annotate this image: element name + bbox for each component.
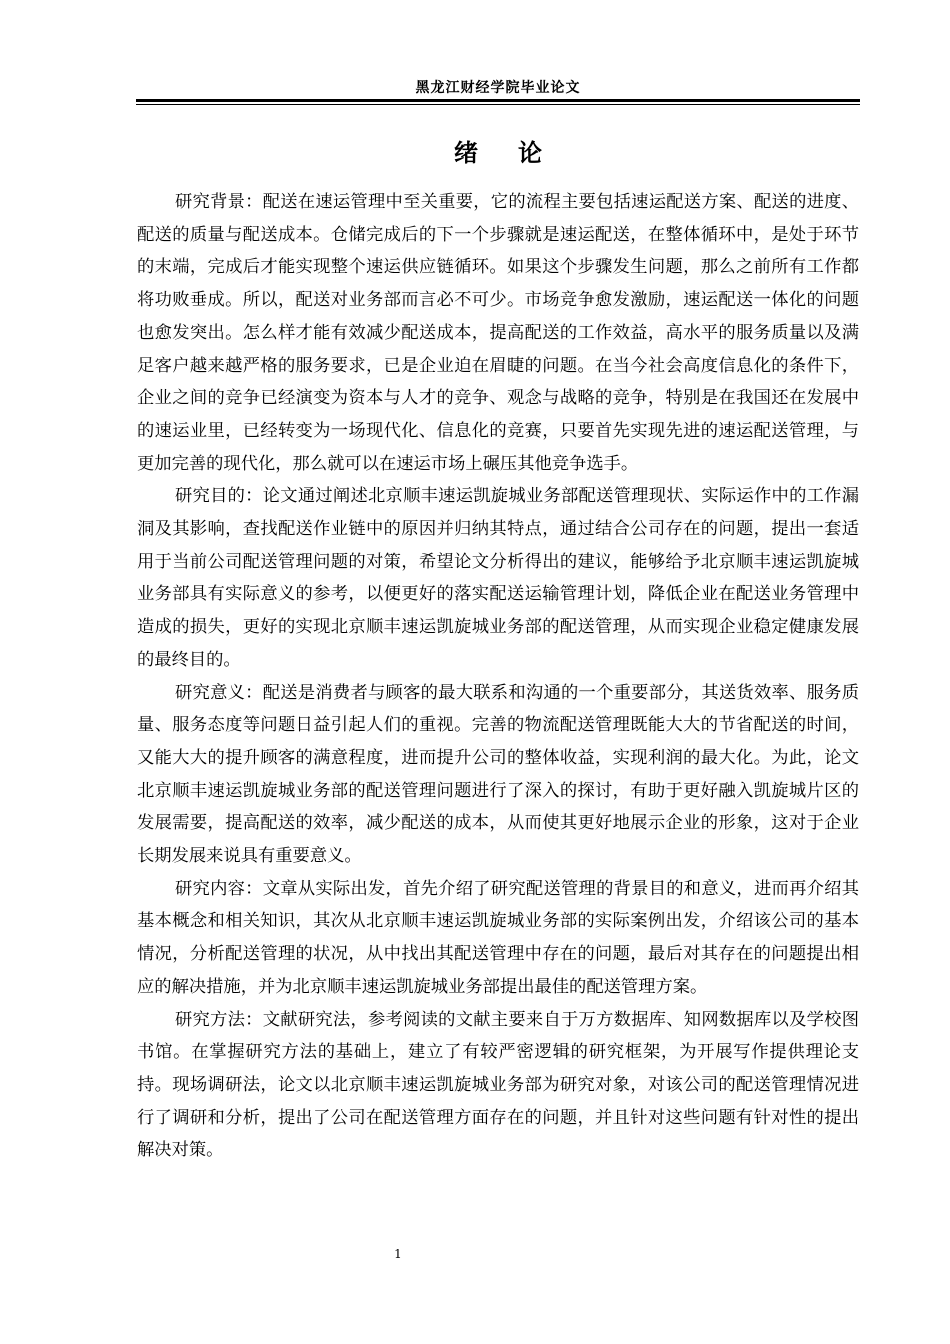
body-text (137, 186, 859, 1167)
header-rule-thin (136, 104, 860, 105)
chapter-title: 绪论 (454, 139, 582, 167)
paragraph-method: 研究方法：文献研究法，参考阅读的文献主要来自于万方数据库、知网数据库以及学校图书馆。在掌握研究方法的基础上，建立了有较严密逻辑的研究框架，为开展写作提供理论支持。现场调研法，论文以北京顺丰速运凯旋城业务部为研究对象，对该公司的配送管理情况进行了调研和分析，提出了公司在配送管理方面存在的问题，并且针对这些问题有针对性的提出解决对策。 (137, 1009, 859, 1161)
paragraph-purpose: 研究目的：论文通过阐述北京顺丰速运凯旋城业务部配送管理现状、实际运作中的工作漏洞及其影响，查找配送作业链中的原因并归纳其特点，通过结合公司存在的问题，提出一套适用于当前公司配送管理问题的对策，希望论文分析得出的建议，能够给予北京顺丰速运凯旋城业务部具有实际意义的参考，以便更好的落实配送运输管理计划，降低企业在配送业务管理中造成的损失，更好的实现北京顺丰速运凯旋城业务部的配送管理，从而实现企业稳定健康发展的最终目的。 (137, 486, 859, 670)
page-number: 1 (394, 1247, 402, 1261)
paragraph-significance: 研究意义：配送是消费者与顾客的最大联系和沟通的一个重要部分，其送货效率、服务质量、服务态度等问题日益引起人们的重视。完善的物流配送管理既能大大的节省配送的时间，又能大大的提升顾客的满意程度，进而提升公司的整体收益，实现利润的最大化。为此，论文北京顺丰速运凯旋城业务部的配送管理问题进行了深入的探讨，有助于更好融入凯旋城片区的发展需要，提高配送的效率，减少配送的成本，从而使其更好地展示企业的形象，这对于企业长期发展来说具有重要意义。 (137, 682, 859, 867)
header-rule-thick (136, 99, 860, 102)
running-header-title: 黑龙江财经学院毕业论文 (415, 80, 581, 96)
paragraph-content: 研究内容：文章从实际出发，首先介绍了研究配送管理的背景目的和意义，进而再介绍其基本概念和相关知识，其次从北京顺丰速运凯旋城业务部的实际案例出发，介绍该公司的基本情况，分析配送管理的状况，从中找出其配送管理中存在的问题，最后对其存在的问题提出相应的解决措施，并为北京顺丰速运凯旋城业务部提出最佳的配送管理方案。 (137, 878, 859, 997)
paragraph-background: 研究背景：配送在速运管理中至关重要，它的流程主要包括速运配送方案、配送的进度、配送的质量与配送成本。仓储完成后的下一个步骤就是速运配送，在整体循环中，是处于环节的末端，完成后才能实现整个速运供应链循环。如果这个步骤发生问题，那么之前所有工作都将功败垂成。所以，配送对业务部而言必不可少。市场竞争愈发激励，速运配送一体化的问题也愈发突出。怎么样才能有效减少配送成本，提高配送的工作效益，高水平的服务质量以及满足客户越来越严格的服务要求，已是企业迫在眉睫的问题。在当今社会高度信息化的条件下，企业之间的竞争已经演变为资本与人才的竞争、观念与战略的竞争，特别是在我国还在发展中的速运业里，已经转变为一场现代化、信息化的竞赛，只要首先实现先进的速运配送管理，与更加完善的现代化，那么就可以在速运市场上碾压其他竞争选手。 (137, 192, 859, 474)
